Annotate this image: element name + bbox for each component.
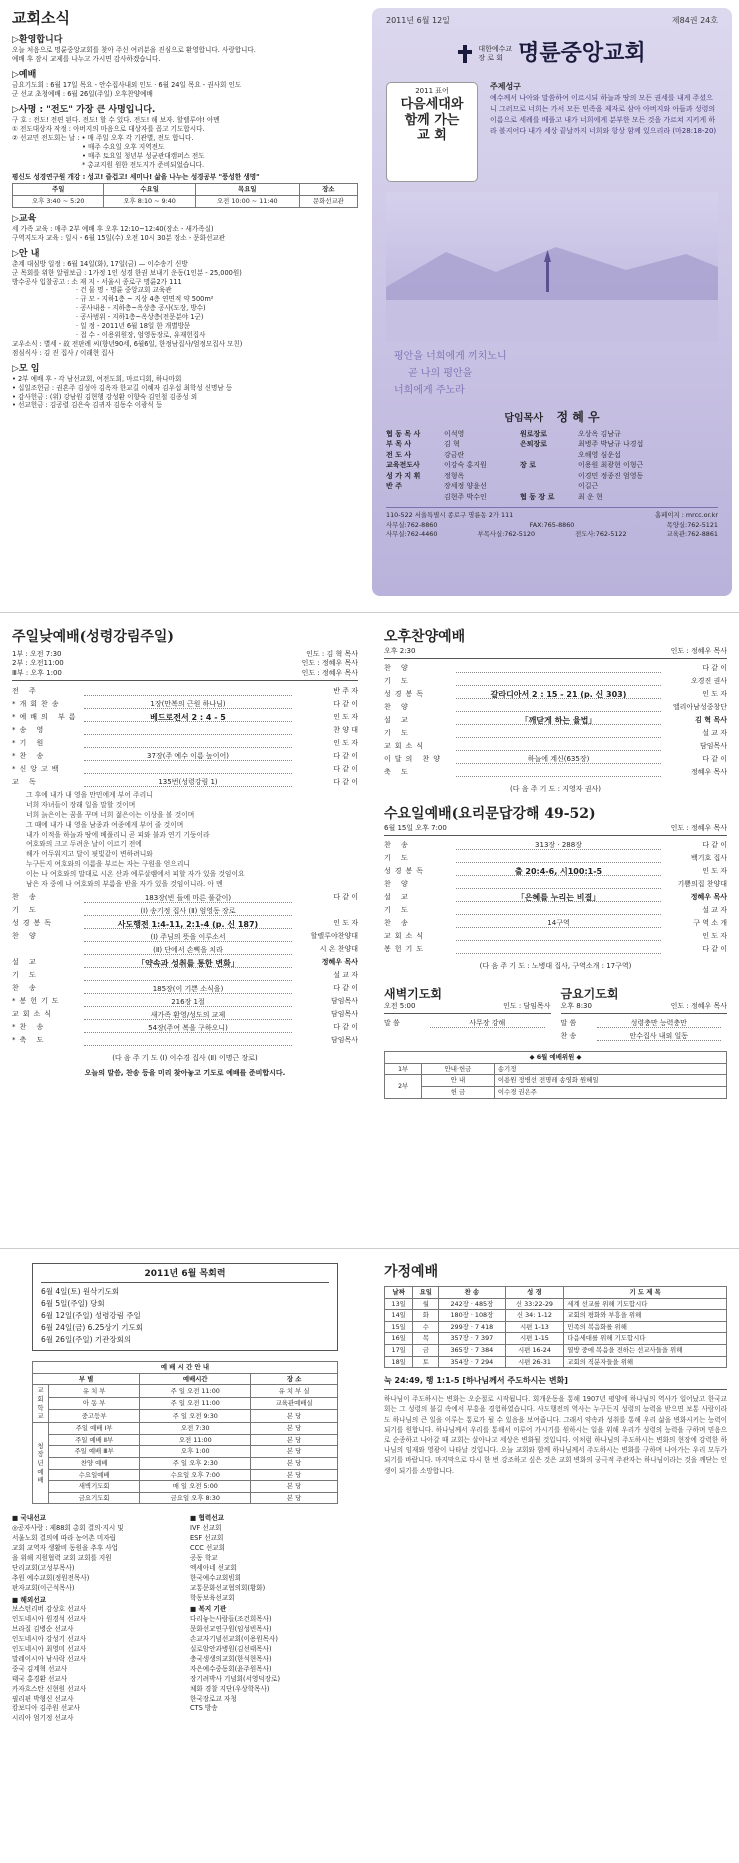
order-row: 기 도 오경진 권사: [384, 677, 727, 686]
tel-pastor: 목양실:762-5121: [666, 520, 718, 529]
staff-row: 부 목 사 김 혁 은퇴장로 최병주 박남규 나경섭: [386, 440, 644, 449]
order-row: 성경봉독 갈라디아서 2 : 15 - 21 (p. 신 303) 인 도 자: [384, 690, 727, 700]
worship-line: 군 선교 초청예배 : 6월 26일(주일) 오후찬양예배: [12, 90, 153, 99]
denomination-line: 장 로 회: [478, 53, 504, 62]
calendar-title: 2011년 6월 목회력: [41, 1268, 329, 1283]
schedule-title: 예 배 시 간 안 내: [33, 1362, 338, 1374]
family-worship-panel: [372, 1255, 739, 1863]
table-row: 13일 월 242장 · 485장 신 33:22-29 세계 선교를 위해 기도합시다: [385, 1298, 727, 1310]
pastor-name: 정 혜 우: [556, 410, 600, 425]
news-title: 교회소식: [12, 9, 70, 27]
study-header: 수요일: [104, 184, 195, 196]
order-row: 찬 송 185장(이 기쁜 소식을) 다 같 이: [12, 984, 358, 993]
notice-line: · 건 물 명 - 명륜 중앙교회 교육관: [76, 286, 172, 295]
notice-line: 방수공사 입찰공고 : 소 재 지 - 서울시 종로구 명륜2가 111: [12, 277, 182, 286]
mission-line: ② 선교민 전도회는 날 : • 매 주일 오후 각 기관별, 전도 합니다.: [12, 134, 194, 143]
family-worship-table: 날짜 요일 찬 송 성 경 기 도 제 목 13일 월 242장 · 485장 신 33:22-29 세계 선교를 위해 기도합시다 14일 화 180장 · 108장 신 34: 1-12 교회의 평화와 부흥을 위해 15일 수 299장 · 7 418 시편 1-13 민족의 복음화를 위해 16일 목 357장 · 7 397 시편 1-15 다음세대를 위해 기도합시다 17일 금 365장 · 7 384 시편 16-24 열방 중에 복음을 전하는 선교사들을 위해 18일 토 354장 · 7 294 시편 26-31 교회의 직분자들을 위해: [384, 1286, 727, 1368]
order-row: *기 원 인 도 자: [12, 738, 358, 747]
study-cell: 오후 3:40 ~ 5:20: [13, 196, 104, 208]
service-time-row: Ⅲ부 : 오후 1:00 인도 : 정혜우 목사: [12, 668, 358, 677]
calendar-item: 6월 5일(주일) 당회: [41, 1299, 105, 1309]
worship-line: 금요기도회 : 6월 17일 목요 - 안수집사내외 인도 · 6월 24일 목요 - 권사회 인도: [12, 81, 242, 90]
family-title: 가정예배: [384, 1264, 439, 1280]
lake-landscape-illustration: [386, 192, 718, 342]
notice-line: · 접 수 - 이용위원장, 엄영동장로, 유재헌집사: [76, 330, 206, 339]
study-cell: 문화선교관: [299, 196, 357, 208]
order-row: *개회찬송 1장(만복의 근원 하나님) 다 같 이: [12, 699, 358, 709]
order-row: 기 도 설 교 자: [384, 729, 727, 738]
order-row: 이달의 찬양 하늘에 계신(635장) 다 같 이: [384, 755, 727, 764]
mission-line: ① 전도대상자 작정 : 아버지의 마음으로 대상자를 꼽고 기도합시다.: [12, 125, 205, 134]
worship-schedule-table: 예 배 시 간 안 내 부 별 예배시간 장 소 교회학교 유 치 부 주 일 오전 11:00 유 치 부 실 아 동 부 주 일 오전 11:00 교육관예배실 중고등부 주 일 오전 9:30 본 당 청장년예배 주일 예배 Ⅰ부 오전 7:30 본 당 주일 예배 Ⅱ부 오전 11:00 본 당 주일 예배 Ⅲ부 오후 1:00 본 당 찬양 예배 주 일 오후 2:30 본 당 수요일예배 수요일 오후 7:00 본 당 새벽기도회 매 일 오전 5:00 본 당 금요기도회 금요일 오후 8:30 본 당: [32, 1361, 338, 1504]
table-row: 15일 수 299장 · 7 418 시편 1-13 민족의 복음화를 위해: [385, 1321, 727, 1333]
study-table: [12, 183, 358, 207]
order-row: 축 도 정혜우 목사: [384, 768, 727, 777]
church-news-panel: [0, 0, 370, 600]
quote-line: 평안을 너희에게 끼치노니: [394, 351, 507, 363]
order-row: 기 도 설 교 자: [384, 905, 727, 914]
dawn-meta: 오전 5:00 인도 : 담임목사: [384, 1002, 551, 1014]
order-row: 봉헌기도 다 같 이: [384, 944, 727, 953]
order-row: 전 주 반 주 자: [12, 686, 358, 695]
staff-row: 전 도 사 강금란 오해영 심운섭: [386, 450, 621, 459]
schedule-panel: [0, 1255, 370, 1863]
domestic-foreign-missions: ■ 국내선교 ◎공자사랑 : 제88회 총회 결의·지시 및 서울노회 결의에 따라 농어촌 미자립 교회 교역자 생활비 동원을 추후 사업 을 위해 지원협력 교회 교회를 지원 단리교회(고성부목사) 추원 예수교회(정원전목사) 판자교회(이근석목사) ■ 해외선교 보스턴리버 감상호 선교사 인도네시아 원경석 선교사 브라질 김병순 선교사 인도네시아 강성기 선교사 인도네시아 최영미 선교사 말레이시아 남사락 선교사 중국 김계혁 선교사 태국 홍경환 선교사 카자흐스탄 신현원 선교사 필리핀 박형신 선교사 캄보디아 김주원 선교사 시리아 엄기정 선교사: [12, 1514, 124, 1723]
notice-line: 군 목회를 위한 알림보급 : 1가정 1인 성경 한권 보내기 운동(1인분 - 25,000원): [12, 268, 242, 277]
staff-row: 교육전도사 이강숙 홍지원 장 로 이용원 최광현 이형근: [386, 461, 644, 470]
mission-line: • 매주 수요일 오후 지역전도: [82, 142, 165, 151]
order-row: *신앙고백 다 같 이: [12, 764, 358, 773]
afternoon-note: (다 음 주 기 도 : 지영자 권사): [509, 785, 602, 794]
theme-line: 교 회: [417, 128, 447, 144]
fellowship-heading: ▷모 임: [12, 363, 40, 374]
sermon-text: 하나님이 주도하시는 변화는 오순절로 시작됩니다. 회개운동을 통해 1907년 평양에 하나님의 역사가 일어났고 한국교회는 그 성령의 불길 속에서 부흥을 경험하였습니다. 사도행전의 역사는 누구든지 성령의 능력을 받으면 보통 사람이라도 하나님의 큰 일을 이루는 통로가 될 수 있음을 보여줍니다. 그래서 약속과 성취를 통해 우리 삶을 변화시키는 능력이 되기를 원합니다. 하나님께서 우리를 통해서 이루어 가시기를 원하시는 일을 위해 우리가 성령의 능력을 구하며 믿음으로 순종하고 나아갈 때 교회는 살아나고 세상은 변화될 것입니다. 이처럼 하나님의 주도하시는 변화의 현장에 강력한 하나님의 임재와 영광이 나타날 것입니다. 오늘 교회와 함께 하나님께서 주도하시는 변화를 구하며 나아가는 우리 모두가 되기를 바랍니다. 마지막으로 다시 한 번 강조하고 싶은 것은 교회 변화의 궁극적 주관자는 하나님이라는 것을 깨닫는 인생이 되기를 소망합니다.: [384, 1395, 727, 1475]
study-header: 장소: [299, 184, 357, 196]
table-row: 17일 금 365장 · 7 384 시편 16-24 열방 중에 복음을 전하는 선교사들을 위해: [385, 1345, 727, 1357]
coop-welfare-missions: ■ 협력선교 IVF 선교회 ESF 선교회 CCC 선교회 공동 학교 엑세아네 선교회 한국예수교회빔회 교통문화선교협의회(황화) 학동보육선교회 ■ 복지 기관 다리놓는사람들(조건희목사) 문화선교연구원(임성빈목사) 손교자기념선교회(이용원목사) 실로암안과병원(김선태목사) 충국생생의교회(한석현목사) 자은예수중동회(윤주원목사) 장기려박사 기념회(서영덕장로) 체화 경찰 지단(우상학목사) 한국장로교 자청 CTS 방송: [190, 1514, 281, 1713]
order-row: *찬 송 37장(주 예수 이름 높이어) 다 같 이: [12, 751, 358, 761]
wednesday-note: (다 음 주 기 도 : 노병대 집사, 구역소개 : 17구역): [479, 962, 632, 971]
order-row: 말 씀 사무장 강해: [384, 1017, 551, 1030]
calendar-item: 6월 12일(주일) 성령강림 주일: [41, 1311, 141, 1321]
quote-line: 너희에게 주노라: [394, 385, 465, 397]
fax: FAX:765-8860: [529, 520, 575, 529]
fax-office: 사무실:762-4460: [386, 530, 438, 539]
theme-line: 함께 가는: [404, 112, 460, 128]
service-staff-table: ◆ 6월 예배위원 ◆ 1부 안내·헌금 송기정 2부 안 내 이용원 정병선 전명레 송영화 원혜일 헌 금 이수경 권은주: [384, 1051, 727, 1099]
staff-row: 협 동 목 사 이석영 원로장로 오상옥 김남규: [386, 429, 621, 438]
order-row: 기 도 백기호 집사: [384, 853, 727, 862]
notice-line: · 일 정 - 2011년 6월 18일 한 개별방문: [76, 322, 191, 331]
order-row: 찬 양 엘리아남성중창단: [384, 703, 727, 712]
order-row: 찬 송 안수집사 내외 일동: [561, 1030, 728, 1043]
order-row: 말 씀 성령충만 능력충만: [561, 1017, 728, 1030]
order-row: 성경봉독 사도행전 1:4-11, 2:1-4 (p. 신 187) 인 도 자: [12, 919, 358, 929]
dawn-title: 새벽기도회: [384, 986, 442, 1001]
fellowship-line: • 감사헌금 : (위) 강남원 김현행 강성환 이향숙 김인철 김종성 외: [12, 392, 198, 401]
order-row: 찬 송 183장(빈 들에 마른 풀같이) 다 같 이: [12, 893, 358, 902]
worship-heading: ▷예배: [12, 70, 37, 81]
mission-heading: ▷사명 : "전도" 가장 큰 사명입니다.: [12, 105, 156, 116]
notice-line: 교우소식 : 별세 - 故 전판례 씨(향년90세, 6월6일, 한정남집사/엄정모집사 모친): [12, 339, 243, 348]
denomination-line: 대한예수교: [478, 44, 513, 53]
order-row: 교회소식 인 도 자: [384, 931, 727, 940]
tel-associate: 부목사실:762-5120: [477, 530, 536, 539]
next-prayer-note: (다 음 주 기 도 (Ⅰ) 이수경 집사 (Ⅱ) 이명근 장로): [112, 1053, 258, 1062]
order-row: 찬 양 (Ⅰ) 주님의 뜻을 이루소서 할렐루야찬양대: [12, 932, 358, 941]
notice-line: · 규 모 - 지하1층 ~ 지상 4층 연면적 약 500m²: [76, 295, 214, 304]
order-row: 기 도 (Ⅰ) 송기정 집사 (Ⅱ) 엄영동 장로: [12, 905, 358, 918]
theme-year: 2011 표어: [415, 87, 449, 96]
study-line: 평신도 성경연구원 개강 : 성고! 즐겁고! 세미나! 삶을 나누는 성경공부 "풍성한 생명": [12, 172, 260, 181]
order-row: 찬 송 14구역 구 역 소 개: [384, 918, 727, 928]
ministry-calendar: [32, 1263, 338, 1351]
welcome-heading: ▷환영합니다: [12, 35, 63, 46]
pastor-label: 담임목사: [504, 413, 543, 425]
responsive-reading: 그 후에 내가 내 영을 만민에게 부어 주리니 너희 자녀들이 장래 일을 말할 것이며 너희 늙은이는 꿈을 꾸며 너희 젊은이는 이상을 볼 것이며 그 때에 내가 내 영을 남종과 여종에게 부어 줄 것이며 내가 이적을 하늘과 땅에 베풀리니 곧 피와 불과 연기 기둥이라 여호와의 크고 두려운 날이 이르기 전에 해가 어두워지고 달이 핏빛같이 변하려니와 누구든지 여호와의 이름을 부르는 자는 구원을 얻으리니 이는 나 여호와의 말대로 시온 산과 예루살렘에서 피할 자가 있을 것임이요 남은 자 중에 나 여호와의 부름을 받을 자가 있을 것임이니라. 아 멘: [26, 791, 245, 888]
study-cell: 오전 10:00 ~ 11:40: [195, 196, 299, 208]
homepage: 홈페이지 : mrcc.or.kr: [655, 511, 718, 520]
order-row: 설 교 「은혜를 누리는 비결」 정혜우 목사: [384, 892, 727, 903]
notice-line: · 공사범위 - 지하1층~옥상층(전문분야 1군): [76, 313, 204, 322]
order-row: 성경봉독 출 20:4-6, 시100:1-5 인 도 자: [384, 866, 727, 877]
calendar-item: 6월 26일(주일) 기관장회의: [41, 1335, 132, 1345]
order-row: 교회소식 새가족 환영/성도의 교제 담임목사: [12, 1010, 358, 1019]
order-row: 찬 양 기쁨의집 찬양대: [384, 879, 727, 888]
order-row: 설 교 「약속과 성취를 통한 변화」 정혜우 목사: [12, 958, 358, 968]
table-row: 14일 화 180장 · 108장 신 34: 1-12 교회의 평화와 부흥을 위해: [385, 1310, 727, 1322]
wednesday-meta: 6월 15일 오후 7:00 인도 : 정혜우 목사: [384, 824, 727, 836]
afternoon-title: 오후찬양예배: [384, 629, 466, 645]
theme-line: 다음세대와: [400, 96, 464, 112]
order-row: *예배의 부름 베드로전서 2 : 4 - 5 인 도 자: [12, 712, 358, 723]
dawn-prayer-block: [384, 986, 551, 1044]
order-row: 기 도 설 교 자: [12, 971, 358, 980]
study-header: 주일: [13, 184, 104, 196]
issue-date: 2011년 6월 12일: [386, 16, 450, 25]
fellowship-line: • 십일조헌금 : 권혼주 김성아 김옥자 한교길 이혜자 김우섭 최학성 신명남 등: [12, 383, 233, 392]
quote-line: 곧 나의 평안을: [408, 368, 473, 380]
fellowship-line: • 선교헌금 : 김공렬 김은숙 김귀자 김동수 이광식 등: [12, 401, 163, 410]
study-cell: 오후 8:10 ~ 9:40: [104, 196, 195, 208]
notice-line: 춘계 대심방 일정 : 6월 14일(화), 17일(금) — 이수송기 신방: [12, 259, 188, 268]
staff-row: 성 가 지 휘 정형옥 이경민 정종진 엄영동: [386, 471, 644, 480]
edu-heading: ▷교육: [12, 213, 37, 224]
issue-number: 제84권 24호: [671, 16, 718, 25]
friday-title: 금요기도회: [560, 986, 619, 1001]
order-row: *축 도 담임목사: [12, 1036, 358, 1045]
edu-line: 구역지도자 교육 : 일시 - 6월 15일(수) 오전 10시 30분 장소 - 문화선교관: [12, 233, 226, 242]
edu-line: 세 가족 교육 : 매주 2부 예배 후 오후 12:10~12:40(장소 - 새가족실): [12, 224, 214, 233]
friday-meta: 오후 8:30 인도 : 정혜우 목사: [561, 1002, 728, 1014]
order-row: 찬 양 다 같 이: [384, 664, 727, 673]
cover-panel: [372, 8, 732, 596]
table-row: 18일 토 354장 · 7 294 시편 26-31 교회의 직분자들을 위해: [385, 1356, 727, 1368]
table-row: 16일 목 357장 · 7 397 시편 1-15 다음세대를 위해 기도합시다: [385, 1333, 727, 1345]
welcome-line: 예배 후 잠시 교제를 나누고 가시면 감사하겠습니다.: [12, 55, 161, 64]
sermon-title: 눅 24:49, 행 1:1-5 [하나님께서 주도하시는 변화]: [384, 1376, 727, 1390]
preparation-note: 오늘의 말씀, 찬송 등을 미리 찾아놓고 기도로 예배를 준비합시다.: [84, 1069, 286, 1078]
address: 110-522 서울특별시 종로구 명륜동 2가 111: [386, 511, 514, 520]
theme-banner: [386, 82, 478, 182]
staff-list: [386, 430, 718, 502]
church-name: 명륜중앙교회: [518, 39, 646, 66]
order-row: 교회소식 담임목사: [384, 742, 727, 751]
welcome-line: 오늘 처음으로 명륜중앙교회를 찾아 주신 여러분을 진심으로 환영합니다. 사랑합니다.: [12, 46, 256, 55]
staff-row: 반 주 장세정 양윤선 이길근: [386, 482, 599, 491]
mission-line: 구 호 : 전도! 전편 된다. 전도! 할 수 있다. 전도! 해 보자. 할렐루야! 아멘: [12, 116, 220, 125]
wednesday-title: 수요일예배(요리문답강해 49-52): [384, 805, 596, 822]
staff-row: 김현주 박수인 협 동 장 로 최 운 현: [444, 492, 603, 501]
tel-evangelist: 전도사:762-5122: [575, 530, 627, 539]
study-header: 목요일: [195, 184, 299, 196]
sunday-title: 주일낮예배(성령강림주일): [12, 629, 175, 645]
notice-line: · 공사내용 - 지하층~옥상층 공사(도장, 방수): [76, 304, 206, 313]
notice-line: 점심식사 : 김 진 집사 / 이래현 집사: [12, 348, 114, 357]
sunday-service-panel: [0, 620, 370, 1240]
afternoon-meta: 오후 2:30 인도 : 정혜우 목사: [384, 647, 727, 659]
order-row: 찬 송 313장 · 288장 다 같 이: [384, 840, 727, 850]
order-row: *찬 송 54장(주여 복을 구하오니) 다 같 이: [12, 1023, 358, 1032]
verse-heading: 주제성구: [490, 82, 521, 92]
notice-heading: ▷안 내: [12, 248, 40, 259]
mission-line: * 총교지원 원한 전도지가 준비되었습니다.: [82, 160, 205, 169]
cross-icon: [458, 45, 472, 63]
order-row: 교 독 135번(성령강림 1) 다 같 이: [12, 777, 358, 787]
service-time-row: 2부 : 오전11:00 인도 : 정혜우 목사: [12, 659, 358, 668]
other-services-panel: [372, 620, 739, 1240]
calendar-item: 6월 24일(금) 6.25상기 기도회: [41, 1323, 143, 1333]
order-row: (Ⅱ) 단에서 손뼉을 치라 시 온 찬양대: [12, 944, 358, 957]
mission-line: • 매주 토요일 청년부 성균관대캠퍼스 전도: [82, 151, 205, 160]
tel-education: 교육관:762-8861: [666, 530, 718, 539]
service-time-row: 1부 : 오전 7:30 인도 : 김 혁 목사: [12, 649, 358, 658]
calendar-item: 6월 4일(토) 원삭기도회: [41, 1287, 120, 1297]
order-row: *송 영 찬 양 대: [12, 725, 358, 734]
service-staff-title: ◆ 6월 예배위원 ◆: [385, 1052, 727, 1064]
order-row: *봉헌기도 216장 1절 담임목사: [12, 997, 358, 1006]
friday-prayer-block: [561, 986, 728, 1044]
order-row: 설 교 「깨닫게 하는 율법」 김 혁 목사: [384, 716, 727, 726]
tel-office: 사무실:762-8860: [386, 520, 438, 529]
theme-verse: 예수께서 나아와 말씀하여 이르시되 하늘과 땅의 모든 권세를 내게 주셨으니 그러므로 너희는 가서 모든 민족을 제자로 삼아 아버지와 아들과 성령의 이름으로 세례를 베풀고 내가 너희에게 분부한 모든 것을 가르쳐 지키게 하라 볼지어다 내가 세상 끝날까지 너희와 항상 함께 있으리라 (마28:18-20): [490, 94, 717, 135]
fellowship-line: • 2부 예배 후 - 각 남선교회, 여전도회, 마르디회, 하나마회: [12, 374, 182, 383]
